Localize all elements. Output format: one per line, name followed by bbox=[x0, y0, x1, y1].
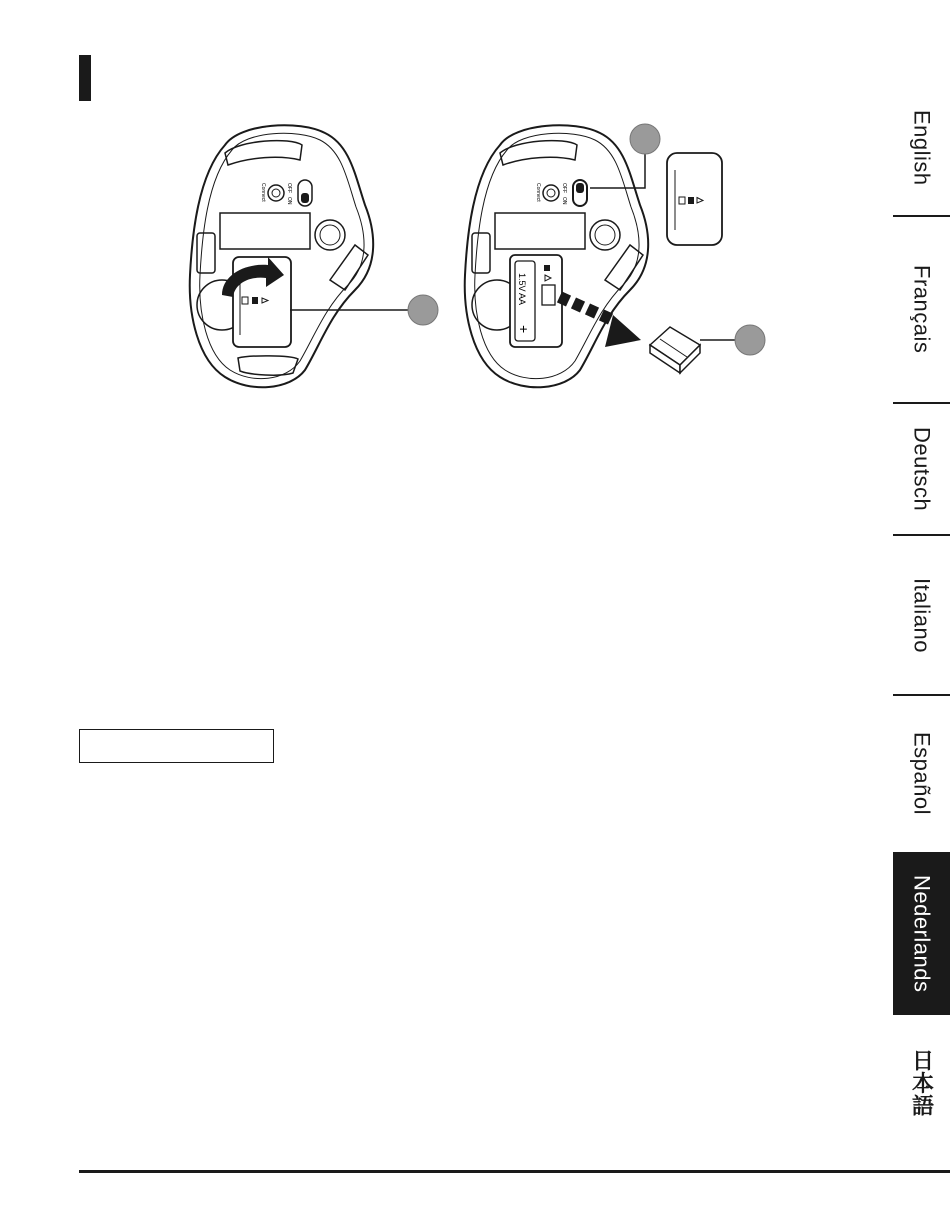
tab-nederlands[interactable] bbox=[893, 852, 950, 1015]
callout-marker bbox=[630, 124, 660, 154]
callout-marker bbox=[735, 325, 765, 355]
connect-label: Connect bbox=[260, 183, 266, 202]
language-tab-bar bbox=[893, 80, 950, 1160]
svg-text:OFF: OFF bbox=[561, 183, 567, 193]
tab-espanol-label: Español bbox=[909, 731, 935, 815]
tab-english[interactable] bbox=[893, 80, 950, 215]
mouse-underside-illustration bbox=[180, 115, 440, 405]
battery-plus-label: + bbox=[516, 325, 532, 334]
footer-rule bbox=[79, 1170, 950, 1173]
tab-espanol[interactable] bbox=[893, 696, 950, 851]
svg-text:ON: ON bbox=[561, 197, 567, 205]
section-heading-bar bbox=[79, 55, 91, 101]
usb-receiver bbox=[650, 327, 700, 373]
connect-button bbox=[268, 185, 284, 201]
callout-marker bbox=[408, 295, 438, 325]
tab-italiano[interactable] bbox=[893, 536, 950, 694]
battery-size-label: AA bbox=[517, 293, 527, 306]
mouse-bottom-cover-figure bbox=[180, 115, 440, 405]
tab-nederlands-label: Nederlands bbox=[909, 874, 935, 993]
switch-on-label: ON bbox=[286, 197, 292, 205]
tab-deutsch-label: Deutsch bbox=[909, 426, 935, 512]
tab-english-label: English bbox=[909, 109, 935, 186]
empty-label-box bbox=[79, 729, 274, 763]
tab-japanese-label: 日本語 bbox=[909, 1048, 935, 1117]
label-plate bbox=[220, 213, 310, 249]
pull-out-arrow bbox=[557, 291, 641, 347]
tab-francais-label: Français bbox=[909, 265, 935, 354]
tab-francais[interactable] bbox=[893, 217, 950, 402]
switch-off-label: OFF bbox=[286, 183, 292, 193]
mouse-open-illustration bbox=[455, 115, 775, 405]
tab-japanese[interactable] bbox=[893, 1040, 950, 1125]
tab-italiano-label: Italiano bbox=[909, 577, 935, 653]
battery-voltage-label: 1.5V bbox=[517, 273, 527, 292]
connect-button bbox=[543, 185, 559, 201]
battery-receiver-figure bbox=[455, 115, 775, 405]
svg-text:Connect: Connect bbox=[535, 183, 541, 202]
tab-deutsch[interactable] bbox=[893, 404, 950, 534]
